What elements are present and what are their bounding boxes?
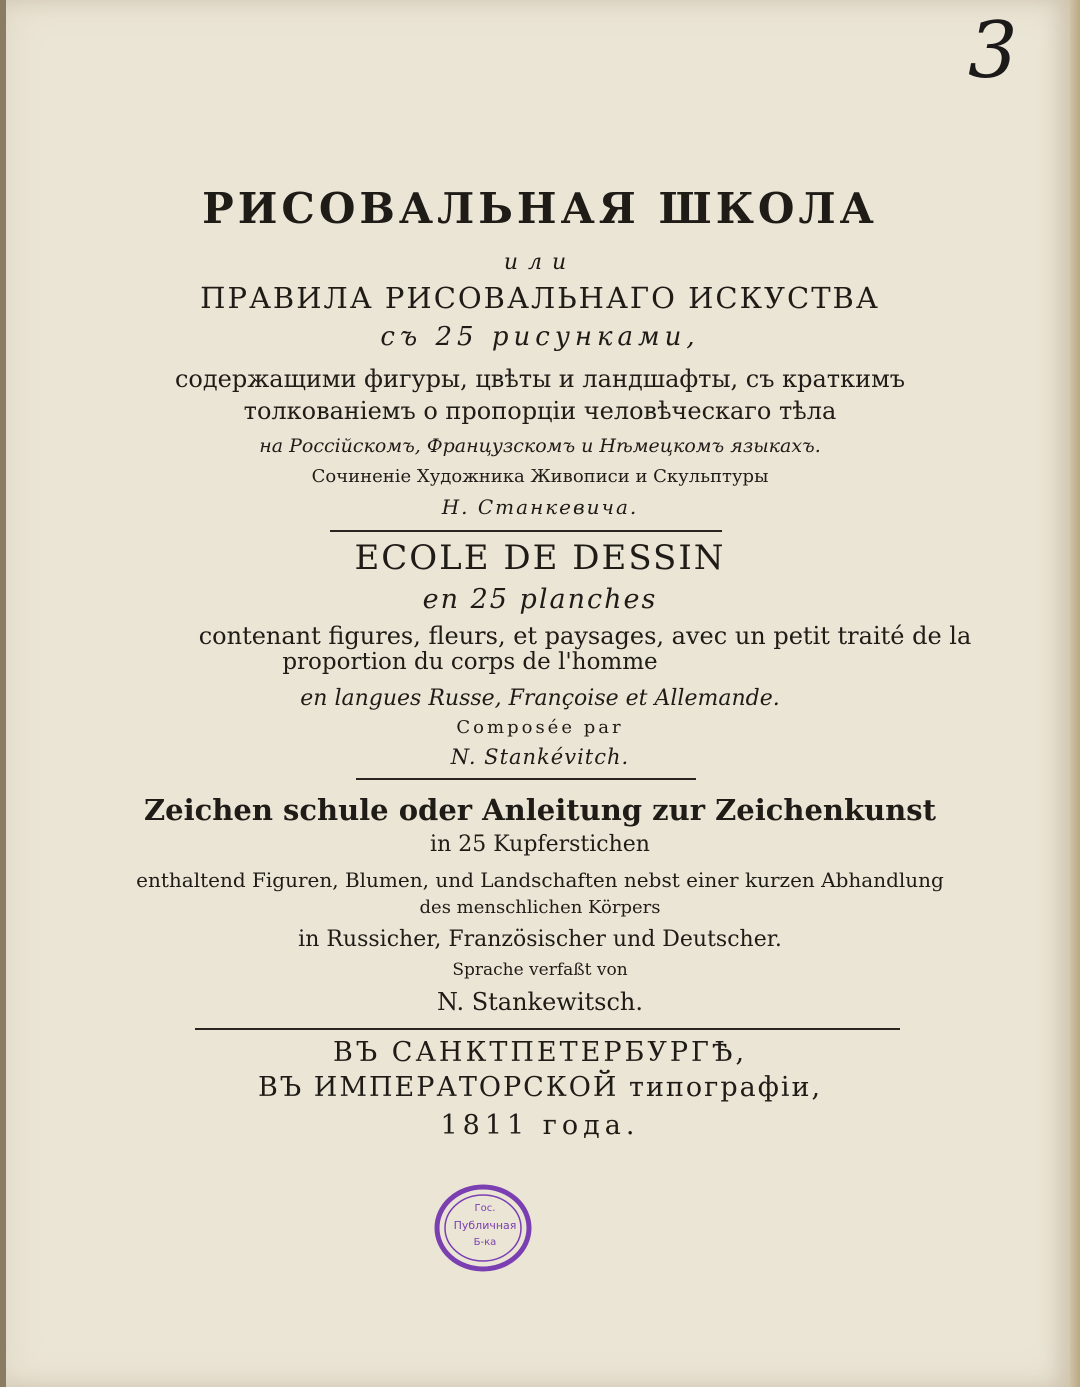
russian-or: или — [503, 250, 577, 275]
german-languages: in Russicher, Französischer und Deutscher. — [298, 927, 782, 952]
russian-plates: съ 25 рисунками, — [380, 322, 700, 352]
german-composed-by: Sprache verfaßt von — [452, 960, 628, 980]
french-languages: en langues Russe, Françoise et Allemande. — [300, 686, 780, 711]
imprint-year: 1811 года. — [440, 1110, 640, 1141]
imprint-city: ВЪ САНКТПЕТЕРБУРГѢ, — [332, 1037, 748, 1068]
german-plates: in 25 Kupferstichen — [430, 832, 650, 857]
french-plates: en 25 planches — [422, 584, 658, 615]
french-author: N. Stankévitch. — [450, 745, 630, 769]
imprint-press: ВЪ ИМПЕРАТОРСКОЙ типографіи, — [257, 1072, 823, 1103]
svg-text:Б-ка: Б-ка — [473, 1237, 497, 1248]
french-title: ECOLE DE DESSIN — [354, 538, 726, 578]
russian-description-line-1: содержащими фигуры, цвѣты и ландшафты, съ краткимъ — [174, 365, 906, 393]
french-composed-by: Composée par — [456, 717, 624, 738]
russian-description-line-2: толкованіемъ о пропорціи человѣческаго тѣла — [243, 397, 837, 425]
german-author: N. Stankewitsch. — [436, 988, 644, 1016]
divider-rule — [330, 530, 722, 532]
french-description-line-2: proportion du corps de l'homme — [282, 649, 658, 675]
russian-title: РИСОВАЛЬНАЯ ШКОЛА — [202, 184, 878, 233]
russian-languages: на Россійскомъ, Французскомъ и Нѣмецкомъ языкахъ. — [259, 435, 821, 457]
french-description-line-1: contenant figures, fleurs, et paysages, avec un petit traité de la — [198, 622, 972, 650]
russian-author: Н. Станкевича. — [441, 495, 639, 519]
russian-author-line: Сочиненіе Художника Живописи и Скульптуры — [311, 466, 769, 487]
german-description-line-1: enthaltend Figuren, Blumen, und Landschaften nebst einer kurzen Abhandlung — [136, 868, 944, 892]
divider-rule — [356, 778, 696, 780]
german-description-line-2: des menschlichen Körpers — [419, 897, 661, 918]
russian-subtitle: ПРАВИЛА РИСОВАЛЬНАГО ИСКУСТВА — [200, 281, 880, 315]
library-stamp — [433, 1183, 533, 1273]
svg-text:Публичная: Публичная — [453, 1219, 517, 1232]
imprint-divider — [195, 1028, 900, 1030]
german-title: Zeichen schule oder Anleitung zur Zeichenkunst — [143, 793, 936, 827]
handwritten-page-number: 3 — [968, 6, 1018, 96]
svg-text:Гос.: Гос. — [474, 1203, 496, 1214]
